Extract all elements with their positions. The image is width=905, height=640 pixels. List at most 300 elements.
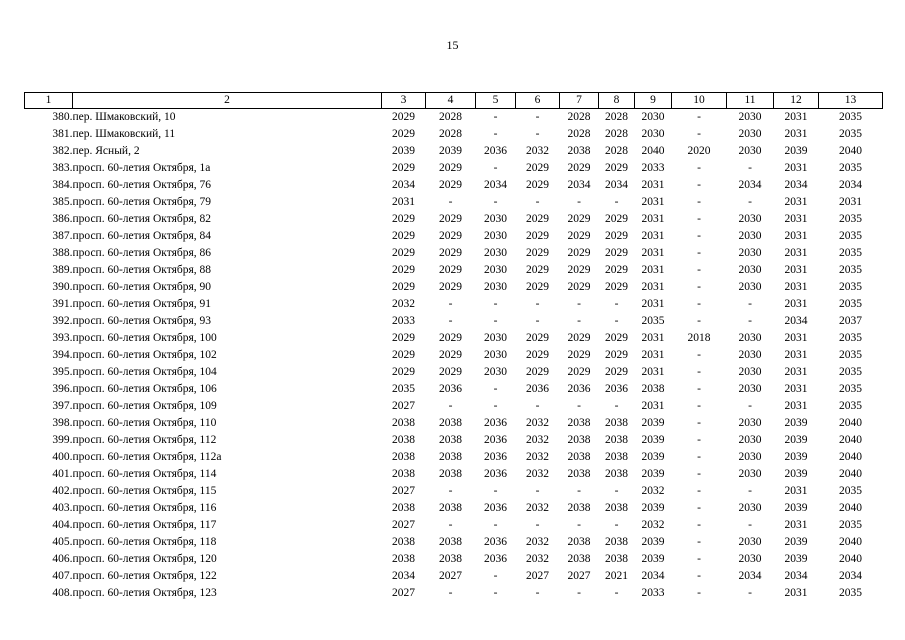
year-cell: -	[535, 298, 540, 310]
column-header: 7	[560, 93, 599, 109]
year-cell: -	[697, 570, 701, 582]
year-cell: 2029	[605, 247, 628, 259]
year-cell: -	[614, 298, 619, 310]
year-cell: 2029	[567, 230, 591, 242]
year-cell: 2029	[526, 366, 549, 378]
year-cell: -	[697, 298, 701, 310]
year-cell: 2029	[392, 247, 415, 259]
row-number: 386.	[52, 213, 73, 225]
row-number: 405.	[52, 536, 73, 548]
year-cell: 2035	[839, 587, 862, 599]
year-cell: 2020	[687, 145, 711, 157]
year-cell: 2030	[738, 366, 762, 378]
year-cell: 2039	[641, 502, 665, 514]
year-cell: 2035	[839, 383, 862, 395]
year-cell: 2030	[484, 332, 507, 344]
year-cell: 2030	[738, 451, 762, 463]
year-cell: -	[493, 570, 498, 582]
year-cell: 2029	[567, 162, 591, 174]
table-row	[25, 245, 883, 262]
year-cell: 2031	[839, 196, 862, 208]
row-number: 408.	[52, 587, 73, 599]
year-cell: 2027	[392, 400, 415, 412]
year-cell: 2030	[738, 553, 762, 565]
year-cell: 2032	[526, 553, 549, 565]
year-cell: 2038	[605, 451, 628, 463]
year-cell: 2032	[526, 468, 549, 480]
year-cell: -	[577, 298, 581, 310]
year-cell: 2040	[839, 145, 862, 157]
year-cell: 2039	[784, 468, 808, 480]
year-cell: -	[697, 383, 701, 395]
year-cell: 2031	[784, 111, 808, 123]
year-cell: 2034	[641, 570, 665, 582]
year-cell: 2039	[784, 553, 808, 565]
year-cell: 2035	[392, 383, 415, 395]
column-header: 13	[819, 93, 883, 109]
year-cell: -	[577, 400, 581, 412]
year-cell: 2034	[784, 179, 808, 191]
year-cell: -	[748, 400, 752, 412]
year-cell: 2038	[605, 553, 628, 565]
year-cell: 2031	[641, 349, 665, 361]
year-cell: 2038	[439, 434, 462, 446]
row-number: 389.	[52, 264, 73, 276]
year-cell: 2040	[839, 553, 862, 565]
table-row	[25, 262, 883, 279]
year-cell: 2035	[839, 230, 862, 242]
year-cell: 2035	[839, 366, 862, 378]
year-cell: 2031	[784, 349, 808, 361]
year-cell: 2035	[839, 162, 862, 174]
address-cell: пер. Ясный, 2	[72, 145, 140, 157]
year-cell: 2036	[484, 468, 507, 480]
year-cell: 2031	[784, 383, 808, 395]
year-cell: -	[577, 519, 581, 531]
row-number: 398.	[52, 417, 73, 429]
address-cell: просп. 60-летия Октября, 86	[72, 247, 212, 259]
year-cell: 2030	[484, 213, 507, 225]
year-cell: -	[614, 485, 619, 497]
year-cell: 2039	[641, 536, 665, 548]
year-cell: 2035	[839, 247, 862, 259]
year-cell: 2034	[839, 179, 862, 191]
year-cell: 2035	[839, 485, 862, 497]
year-cell: 2027	[392, 485, 415, 497]
table-row	[25, 500, 883, 517]
year-cell: -	[697, 451, 701, 463]
year-cell: 2035	[839, 128, 862, 140]
year-cell: -	[748, 162, 752, 174]
address-cell: просп. 60-летия Октября, 91	[72, 298, 212, 310]
year-cell: 2031	[784, 128, 808, 140]
address-cell: просп. 60-летия Октября, 116	[72, 502, 217, 514]
year-cell: 2031	[641, 281, 665, 293]
year-cell: 2036	[439, 383, 462, 395]
address-cell: просп. 60-летия Октября, 93	[72, 315, 212, 327]
year-cell: -	[535, 519, 540, 531]
row-number: 396.	[52, 383, 73, 395]
year-cell: 2028	[605, 145, 628, 157]
year-cell: -	[493, 400, 498, 412]
year-cell: 2040	[839, 536, 862, 548]
row-number: 404.	[52, 519, 73, 531]
year-cell: 2034	[784, 570, 808, 582]
year-cell: -	[697, 128, 701, 140]
year-cell: 2029	[526, 162, 549, 174]
address-cell: просп. 60-летия Октября, 84	[72, 230, 212, 242]
year-cell: 2040	[641, 145, 665, 157]
column-header: 10	[672, 93, 727, 109]
year-cell: 2032	[641, 485, 665, 497]
column-header: 3	[382, 93, 426, 109]
year-cell: -	[697, 485, 701, 497]
year-cell: 2038	[392, 536, 415, 548]
year-cell: -	[614, 315, 619, 327]
year-cell: -	[535, 111, 540, 123]
year-cell: 2029	[605, 213, 628, 225]
year-cell: -	[697, 400, 701, 412]
table-row	[25, 585, 883, 602]
table-row	[25, 347, 883, 364]
year-cell: 2021	[605, 570, 628, 582]
year-cell: 2029	[439, 179, 462, 191]
year-cell: 2038	[605, 417, 628, 429]
year-cell: -	[614, 587, 619, 599]
row-number: 388.	[52, 247, 73, 259]
year-cell: -	[748, 196, 752, 208]
year-cell: 2030	[738, 145, 762, 157]
year-cell: 2029	[392, 332, 415, 344]
year-cell: 2029	[567, 281, 591, 293]
table-row	[25, 534, 883, 551]
year-cell: 2029	[392, 128, 415, 140]
address-cell: просп. 60-летия Октября, 90	[72, 281, 212, 293]
row-number: 390.	[52, 281, 73, 293]
year-cell: 2030	[484, 366, 507, 378]
year-cell: 2029	[605, 230, 628, 242]
year-cell: 2030	[738, 264, 762, 276]
address-cell: просп. 60-летия Октября, 110	[72, 417, 217, 429]
year-cell: 2028	[567, 128, 591, 140]
year-cell: 2030	[738, 247, 762, 259]
table-row	[25, 517, 883, 534]
year-cell: 2036	[484, 553, 507, 565]
year-cell: 2029	[567, 213, 591, 225]
address-cell: просп. 60-летия Октября, 114	[72, 468, 217, 480]
year-cell: 2038	[605, 468, 628, 480]
year-cell: -	[614, 196, 619, 208]
address-cell: просп. 60-летия Октября, 79	[72, 196, 212, 208]
year-cell: 2035	[839, 281, 862, 293]
row-number: 400.	[52, 451, 73, 463]
year-cell: 2028	[439, 111, 462, 123]
year-cell: 2034	[392, 179, 415, 191]
year-cell: -	[697, 213, 701, 225]
year-cell: 2030	[738, 213, 762, 225]
year-cell: 2029	[526, 349, 549, 361]
address-cell: пер. Шмаковский, 10	[72, 111, 176, 123]
year-cell: -	[448, 298, 453, 310]
year-cell: 2038	[392, 468, 415, 480]
year-cell: 2029	[605, 264, 628, 276]
year-cell: 2038	[392, 502, 415, 514]
year-cell: 2031	[641, 332, 665, 344]
year-cell: 2038	[567, 536, 591, 548]
row-number: 406.	[52, 553, 73, 565]
year-cell: -	[748, 315, 752, 327]
row-number: 380.	[52, 111, 73, 123]
year-cell: 2038	[641, 383, 665, 395]
year-cell: 2039	[784, 502, 808, 514]
year-cell: 2031	[784, 298, 808, 310]
year-cell: 2030	[738, 468, 762, 480]
year-cell: 2032	[392, 298, 415, 310]
year-cell: 2038	[605, 536, 628, 548]
year-cell: 2032	[526, 536, 549, 548]
year-cell: 2038	[439, 553, 462, 565]
address-cell: просп. 60-летия Октября, 100	[72, 332, 217, 344]
year-cell: -	[448, 519, 453, 531]
year-cell: -	[493, 485, 498, 497]
year-cell: 2039	[641, 417, 665, 429]
year-cell: -	[697, 196, 701, 208]
year-cell: 2031	[641, 247, 665, 259]
year-cell: 2029	[605, 366, 628, 378]
year-cell: -	[697, 349, 701, 361]
year-cell: 2036	[484, 536, 507, 548]
year-cell: 2031	[784, 587, 808, 599]
year-cell: 2030	[738, 349, 762, 361]
year-cell: 2029	[439, 366, 462, 378]
year-cell: 2038	[439, 502, 462, 514]
year-cell: 2030	[738, 281, 762, 293]
year-cell: -	[748, 485, 752, 497]
year-cell: -	[697, 553, 701, 565]
year-cell: 2036	[484, 502, 507, 514]
year-cell: 2039	[641, 434, 665, 446]
year-cell: 2036	[526, 383, 549, 395]
year-cell: 2032	[641, 519, 665, 531]
year-cell: -	[748, 298, 752, 310]
year-cell: 2037	[839, 315, 862, 327]
address-cell: пер. Шмаковский, 11	[72, 128, 176, 140]
column-header: 12	[774, 93, 819, 109]
year-cell: 2038	[605, 502, 628, 514]
year-cell: 2034	[738, 179, 762, 191]
year-cell: -	[448, 485, 453, 497]
year-cell: 2030	[738, 230, 762, 242]
year-cell: 2030	[738, 417, 762, 429]
year-cell: 2038	[567, 434, 591, 446]
table-row	[25, 160, 883, 177]
year-cell: 2031	[641, 298, 665, 310]
year-cell: 2038	[392, 451, 415, 463]
year-cell: 2031	[641, 179, 665, 191]
year-cell: -	[748, 519, 752, 531]
year-cell: -	[493, 298, 498, 310]
address-cell: просп. 60-летия Октября, 120	[72, 553, 217, 565]
column-header: 5	[476, 93, 516, 109]
address-cell: просп. 60-летия Октября, 112а	[72, 451, 222, 463]
year-cell: -	[697, 502, 701, 514]
address-cell: просп. 60-летия Октября, 104	[72, 366, 217, 378]
year-cell: 2029	[526, 332, 549, 344]
year-cell: 2030	[738, 111, 762, 123]
year-cell: 2033	[641, 587, 665, 599]
year-cell: 2027	[567, 570, 591, 582]
year-cell: 2029	[392, 162, 415, 174]
year-cell: 2032	[526, 417, 549, 429]
year-cell: 2030	[738, 383, 762, 395]
year-cell: 2029	[526, 247, 549, 259]
year-cell: -	[448, 315, 453, 327]
row-number: 393.	[52, 332, 73, 344]
year-cell: 2038	[392, 417, 415, 429]
year-cell: -	[577, 587, 581, 599]
year-cell: 2029	[392, 111, 415, 123]
year-cell: 2027	[526, 570, 549, 582]
year-cell: -	[697, 468, 701, 480]
table-row	[25, 381, 883, 398]
year-cell: 2031	[784, 213, 808, 225]
year-cell: 2027	[439, 570, 462, 582]
year-cell: 2031	[784, 519, 808, 531]
year-cell: 2038	[567, 502, 591, 514]
year-cell: 2038	[439, 417, 462, 429]
year-cell: 2029	[567, 332, 591, 344]
year-cell: 2030	[484, 264, 507, 276]
year-cell: -	[535, 587, 540, 599]
year-cell: -	[535, 485, 540, 497]
year-cell: 2029	[567, 247, 591, 259]
table-row	[25, 551, 883, 568]
year-cell: 2032	[526, 451, 549, 463]
year-cell: 2035	[839, 111, 862, 123]
table-row	[25, 194, 883, 211]
year-cell: 2029	[526, 230, 549, 242]
year-cell: 2029	[392, 281, 415, 293]
year-cell: 2030	[484, 349, 507, 361]
year-cell: -	[697, 247, 701, 259]
address-cell: просп. 60-летия Октября, 118	[72, 536, 217, 548]
year-cell: 2033	[641, 162, 665, 174]
row-number: 391.	[52, 298, 73, 310]
year-cell: 2031	[784, 247, 808, 259]
year-cell: 2036	[567, 383, 591, 395]
year-cell: -	[577, 315, 581, 327]
year-cell: 2032	[526, 434, 549, 446]
year-cell: 2034	[738, 570, 762, 582]
year-cell: -	[697, 536, 701, 548]
address-cell: просп. 60-летия Октября, 106	[72, 383, 217, 395]
year-cell: 2029	[605, 162, 628, 174]
year-cell: 2035	[839, 332, 862, 344]
year-cell: 2029	[567, 366, 591, 378]
year-cell: -	[535, 196, 540, 208]
table-body	[25, 109, 883, 603]
year-cell: 2029	[605, 281, 628, 293]
year-cell: -	[535, 315, 540, 327]
year-cell: 2038	[567, 451, 591, 463]
year-cell: 2035	[641, 315, 665, 327]
address-cell: просп. 60-летия Октября, 112	[72, 434, 217, 446]
year-cell: 2038	[439, 451, 462, 463]
table-row	[25, 143, 883, 160]
table-row	[25, 228, 883, 245]
table-row	[25, 211, 883, 228]
year-cell: -	[535, 400, 540, 412]
address-cell: просп. 60-летия Октября, 76	[72, 179, 212, 191]
year-cell: 2036	[605, 383, 628, 395]
row-number: 382.	[52, 145, 73, 157]
table-row	[25, 449, 883, 466]
year-cell: 2035	[839, 400, 862, 412]
column-header: 6	[516, 93, 560, 109]
year-cell: 2029	[439, 349, 462, 361]
year-cell: 2029	[567, 349, 591, 361]
year-cell: 2029	[526, 281, 549, 293]
table-row	[25, 313, 883, 330]
year-cell: -	[697, 179, 701, 191]
year-cell: 2038	[567, 553, 591, 565]
table-row	[25, 177, 883, 194]
row-number: 399.	[52, 434, 73, 446]
year-cell: 2035	[839, 264, 862, 276]
year-cell: 2038	[439, 468, 462, 480]
table-row	[25, 398, 883, 415]
year-cell: 2038	[605, 434, 628, 446]
year-cell: -	[697, 587, 701, 599]
year-cell: 2031	[392, 196, 415, 208]
year-cell: 2031	[784, 400, 808, 412]
year-cell: -	[493, 196, 498, 208]
year-cell: -	[697, 162, 701, 174]
year-cell: -	[697, 230, 701, 242]
year-cell: 2039	[439, 145, 462, 157]
table-row	[25, 364, 883, 381]
year-cell: 2029	[392, 264, 415, 276]
row-number: 401.	[52, 468, 73, 480]
year-cell: 2030	[641, 111, 665, 123]
year-cell: 2030	[484, 247, 507, 259]
year-cell: 2029	[526, 179, 549, 191]
year-cell: -	[577, 196, 581, 208]
row-number: 392.	[52, 315, 73, 327]
year-cell: 2036	[484, 417, 507, 429]
year-cell: 2029	[439, 332, 462, 344]
address-cell: просп. 60-летия Октября, 123	[72, 587, 217, 599]
year-cell: 2028	[439, 128, 462, 140]
year-cell: 2029	[439, 247, 462, 259]
address-cell: просп. 60-летия Октября, 117	[72, 519, 217, 531]
year-cell: 2039	[641, 468, 665, 480]
row-number: 381.	[52, 128, 73, 140]
year-cell: 2038	[392, 553, 415, 565]
year-cell: 2032	[526, 145, 549, 157]
year-cell: -	[697, 434, 701, 446]
year-cell: -	[697, 264, 701, 276]
year-cell: -	[493, 315, 498, 327]
year-cell: 2034	[784, 315, 808, 327]
row-number: 395.	[52, 366, 73, 378]
year-cell: 2038	[392, 434, 415, 446]
year-cell: 2030	[484, 281, 507, 293]
year-cell: 2029	[392, 349, 415, 361]
year-cell: 2029	[439, 213, 462, 225]
table-row	[25, 483, 883, 500]
year-cell: 2038	[567, 145, 591, 157]
